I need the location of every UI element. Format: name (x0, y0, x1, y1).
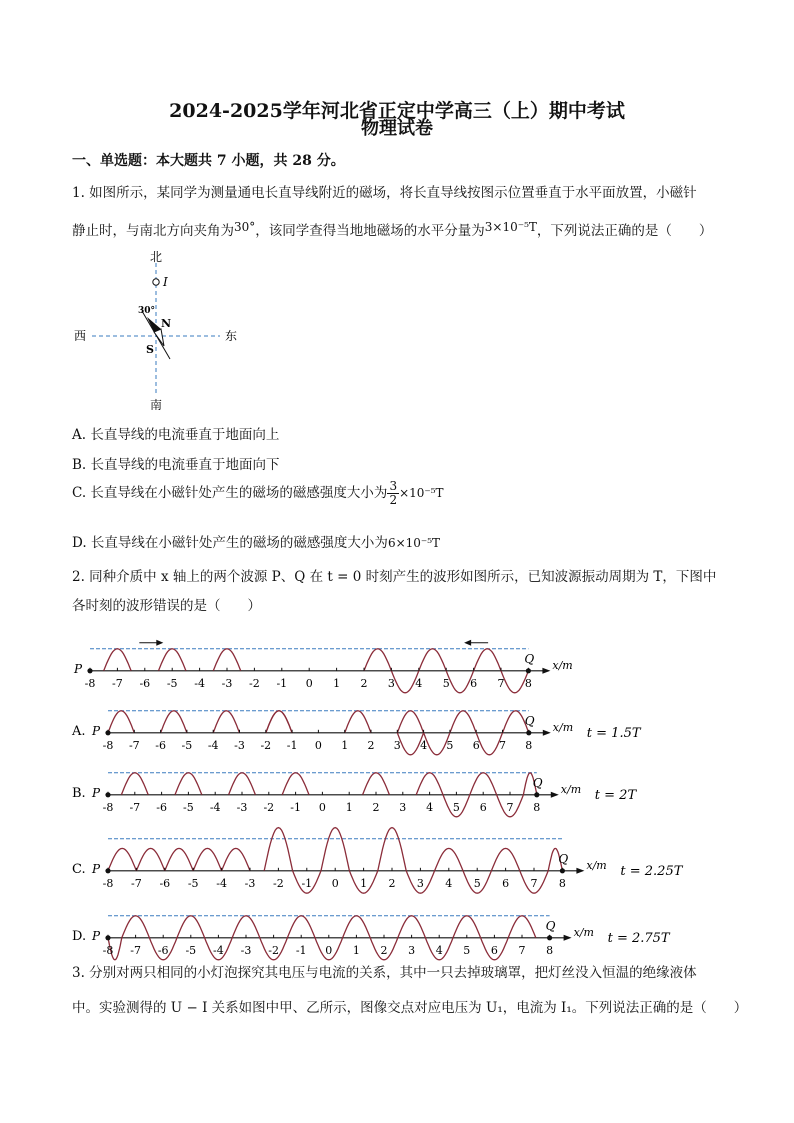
q1-compass-figure (70, 245, 250, 415)
x-tick-label: -5 (187, 876, 199, 890)
q1-stem-text-b: ，该同学查得当地地磁场的水平分量为 (255, 223, 485, 239)
q1-option-c-unit: ×10⁻⁵T (399, 486, 444, 500)
x-tick-label: -3 (234, 738, 245, 752)
wave-segment (229, 773, 256, 795)
wave-segment (232, 916, 260, 938)
x-tick-label: -1 (276, 676, 288, 690)
wave-segment (453, 916, 481, 938)
x-tick-label: 4 (420, 738, 428, 752)
wave-segment (165, 848, 193, 870)
wave-segment (450, 711, 476, 733)
x-tick-label: -6 (155, 738, 166, 752)
option-label-c[interactable]: C. (72, 861, 86, 877)
wave-segment (193, 848, 221, 870)
x-tick-label: -8 (102, 943, 114, 957)
option-time-a: t = 1.5T (586, 725, 641, 741)
x-axis-label: x/m (552, 658, 573, 672)
x-tick-label: 0 (318, 800, 326, 814)
label-south: 南 (150, 398, 163, 412)
x-tick-label: 3 (416, 876, 424, 890)
wave-segment (122, 916, 150, 938)
x-tick-label: -7 (130, 943, 141, 957)
x-tick-label: 6 (472, 738, 480, 752)
source-q-dot (560, 868, 565, 873)
source-p-dot (105, 935, 110, 940)
x-tick-label: 6 (502, 876, 510, 890)
q1-option-c[interactable] (72, 480, 444, 507)
wave-segment (121, 773, 148, 795)
wire-icon (153, 279, 159, 285)
x-axis-label: x/m (573, 925, 594, 939)
source-p-dot (105, 792, 110, 797)
q1-option-b[interactable]: B. 长直导线的电流垂直于地面向下 (72, 457, 280, 473)
x-tick-label: -4 (216, 876, 227, 890)
x-tick-label: -8 (102, 876, 114, 890)
x-tick-label: -4 (209, 800, 221, 814)
wave-segment (264, 828, 292, 871)
x-tick-label: 8 (546, 943, 554, 957)
wave-segment (345, 711, 371, 733)
x-tick-label: 6 (479, 800, 487, 814)
x-tick-label: 5 (473, 876, 481, 890)
option-label-b[interactable]: B. (72, 785, 86, 801)
x-tick-label: 1 (345, 800, 353, 814)
q2-stem-line2: 各时刻的波形错误的是（ ） (72, 598, 261, 614)
x-axis-arrow-icon (551, 792, 559, 798)
option-time-b: t = 2T (594, 787, 637, 803)
q1-option-c-text: C. 长直导线在小磁针处产生的磁场的磁感强度大小为 (72, 485, 388, 501)
x-tick-label: -4 (194, 676, 205, 690)
wave-segment (398, 916, 426, 938)
x-tick-label: -2 (249, 676, 260, 690)
x-axis-label: x/m (560, 782, 582, 796)
wave-segment (343, 916, 371, 938)
page-title: 2024-2025学年河北省正定中学高三（上）期中考试 (169, 100, 625, 122)
x-tick-label: -6 (159, 876, 171, 890)
x-tick-label: -4 (213, 943, 224, 957)
x-tick-label: 7 (497, 676, 505, 690)
wave-segment (363, 773, 390, 795)
x-axis-arrow-icon (564, 935, 572, 941)
label-source-p: P (92, 785, 101, 800)
label-source-p: P (92, 928, 101, 943)
wave-segment (378, 828, 406, 871)
wave-segment (287, 916, 315, 938)
label-west: 西 (74, 329, 87, 343)
x-axis-label: x/m (586, 858, 607, 872)
wave-segment (213, 711, 239, 733)
x-tick-label: 4 (435, 943, 443, 957)
q1-option-a[interactable]: A. 长直导线的电流垂直于地面向上 (72, 427, 280, 443)
q1-stem-text-c: ，下列说法正确的是（ ） (536, 223, 713, 239)
source-q-dot (526, 668, 531, 673)
x-tick-label: -8 (84, 676, 96, 690)
x-tick-label: 8 (524, 676, 532, 690)
x-tick-label: -5 (166, 676, 178, 690)
x-tick-label: 4 (426, 800, 434, 814)
x-tick-label: -1 (286, 738, 298, 752)
x-tick-label: -1 (295, 943, 307, 957)
x-tick-label: 2 (367, 738, 375, 752)
label-north: 北 (150, 250, 163, 264)
rightward-arrow-icon (156, 640, 163, 646)
x-tick-label: -3 (244, 876, 256, 890)
wave-segment (397, 711, 423, 733)
x-tick-label: 0 (331, 876, 339, 890)
label-source-p: P (92, 723, 101, 738)
wave-segment (364, 649, 391, 671)
wave-segment (282, 773, 309, 795)
fraction-numerator: 3 (389, 479, 398, 493)
wave-segment (474, 649, 501, 671)
page-subtitle: 物理试卷 (361, 118, 433, 139)
x-tick-label: 5 (452, 800, 460, 814)
x-tick-label: 1 (360, 876, 368, 890)
q1-stem-line2 (72, 221, 712, 241)
wave-segment (491, 848, 519, 870)
source-p-dot (105, 730, 110, 735)
label-east: 东 (225, 329, 238, 343)
option-label-a[interactable]: A. (72, 723, 86, 739)
x-tick-label: 7 (530, 876, 538, 890)
x-tick-label: 7 (518, 943, 526, 957)
q1-stem-text-a: 静止时，与南北方向夹角为 (72, 223, 234, 239)
label-source-q: Q (532, 775, 543, 790)
x-tick-label: -1 (290, 800, 301, 814)
x-tick-label: 7 (506, 800, 514, 814)
wave-segment (435, 848, 463, 870)
label-angle: 30° (138, 306, 156, 316)
x-tick-label: -4 (207, 738, 219, 752)
x-tick-label: 4 (445, 876, 453, 890)
x-tick-label: 8 (525, 738, 533, 752)
x-tick-label: -2 (273, 876, 284, 890)
x-tick-label: -7 (112, 676, 123, 690)
x-tick-label: 2 (380, 943, 388, 957)
label-wire-current: I (163, 275, 168, 289)
x-tick-label: 2 (372, 800, 380, 814)
wave-segment (213, 649, 240, 671)
x-tick-label: 3 (393, 738, 401, 752)
x-tick-label: 3 (387, 676, 395, 690)
x-axis-arrow-icon (576, 868, 584, 874)
wave-segment (104, 649, 131, 671)
x-tick-label: 2 (388, 876, 396, 890)
option-time-d: t = 2.75T (607, 930, 670, 946)
wave-segment (177, 916, 205, 938)
x-tick-label: 0 (305, 676, 313, 690)
wave-segment (508, 916, 536, 938)
fraction-denominator: 2 (389, 493, 398, 507)
x-tick-label: -2 (263, 800, 275, 814)
wave-segment (161, 711, 187, 733)
x-tick-label: 3 (408, 943, 416, 957)
wave-segment (321, 828, 349, 871)
q1-option-d[interactable] (72, 531, 440, 551)
x-tick-label: -5 (185, 943, 197, 957)
source-p-dot (87, 668, 92, 673)
x-tick-label: 1 (341, 738, 349, 752)
x-axis-label: x/m (552, 720, 574, 734)
leftward-arrow-icon (464, 640, 471, 646)
x-tick-label: 0 (325, 943, 333, 957)
q3-stem-line2: 中。实验测得的 U − I 关系如图中甲、乙所示，图像交点对应电压为 U₁，电流为 I₁。下列说法正确的是（ ） (72, 1000, 748, 1016)
option-label-d[interactable]: D. (72, 928, 87, 944)
q1-option-d-value: 6×10⁻⁵T (387, 536, 441, 550)
x-tick-label: 8 (533, 800, 541, 814)
wave-segment (419, 649, 446, 671)
section-heading: 一、单选题：本大题共 7 小题，共 28 分。 (72, 153, 345, 169)
q1-option-c-fraction (387, 480, 399, 507)
x-tick-label: 7 (499, 738, 506, 752)
x-tick-label: -5 (183, 800, 194, 814)
x-axis-arrow-icon (543, 730, 551, 736)
x-tick-label: -3 (240, 943, 252, 957)
x-tick-label: 2 (360, 676, 368, 690)
x-tick-label: -8 (102, 738, 114, 752)
x-tick-label: 4 (415, 676, 423, 690)
x-tick-label: 6 (470, 676, 478, 690)
wave-segment (222, 848, 250, 870)
source-q-dot (534, 792, 539, 797)
wave-segment (108, 711, 134, 733)
q1-stem-line1: 1. 如图所示，某同学为测量通电长直导线附近的磁场，将长直导线按图示位置垂直于水平面放置，小磁针 (72, 185, 697, 201)
x-tick-label: 8 (558, 876, 566, 890)
option-time-c: t = 2.25T (620, 863, 683, 879)
x-tick-label: -6 (139, 676, 151, 690)
x-tick-label: 5 (463, 943, 471, 957)
x-tick-label: 1 (352, 943, 360, 957)
x-tick-label: -1 (301, 876, 313, 890)
source-p-dot (105, 868, 110, 873)
x-tick-label: -5 (181, 738, 193, 752)
label-source-q: Q (545, 918, 556, 933)
x-tick-label: -6 (156, 800, 167, 814)
x-tick-label: -3 (236, 800, 248, 814)
label-needle-n: N (161, 317, 172, 330)
x-tick-label: 6 (490, 943, 498, 957)
label-source-q: Q (524, 713, 535, 728)
x-axis-arrow-icon (542, 668, 550, 674)
q1-option-d-text: D. 长直导线在小磁针处产生的磁场的磁感强度大小为 (72, 535, 388, 551)
x-tick-label: -7 (129, 800, 141, 814)
x-tick-label: -2 (268, 943, 279, 957)
wave-segment (266, 711, 292, 733)
x-tick-label: 5 (446, 738, 454, 752)
wave-segment (416, 773, 443, 795)
wave-segment (136, 848, 164, 870)
wave-segment (159, 649, 186, 671)
x-tick-label: -7 (128, 738, 140, 752)
x-tick-label: -3 (221, 676, 233, 690)
label-source-q: Q (524, 651, 535, 666)
q1-field: 3×10⁻⁵T (484, 220, 537, 234)
x-tick-label: 3 (399, 800, 407, 814)
wave-segment (470, 773, 497, 795)
x-tick-label: 0 (314, 738, 322, 752)
x-tick-label: -2 (260, 738, 272, 752)
wave-segment (108, 848, 136, 870)
q3-stem-line1: 3. 分别对两只相同的小灯泡探究其电压与电流的关系，其中一只去掉玻璃罩，把灯丝没入恒温的绝缘液体 (72, 965, 697, 981)
label-source-p: P (74, 661, 83, 676)
x-tick-label: 1 (333, 676, 341, 690)
label-needle-s: S (146, 343, 154, 356)
x-tick-label: -7 (131, 876, 142, 890)
q1-angle: 30° (234, 220, 256, 234)
label-source-p: P (92, 861, 101, 876)
x-tick-label: -8 (102, 800, 114, 814)
x-tick-label: -6 (157, 943, 169, 957)
source-q-dot (547, 935, 552, 940)
x-tick-label: 5 (442, 676, 450, 690)
label-source-q: Q (558, 851, 569, 866)
wave-segment (175, 773, 202, 795)
q2-stem-line1: 2. 同种介质中 x 轴上的两个波源 P、Q 在 t = 0 时刻产生的波形如图所示，已知波源振动周期为 T，下图中 (72, 569, 717, 585)
source-q-dot (526, 730, 531, 735)
